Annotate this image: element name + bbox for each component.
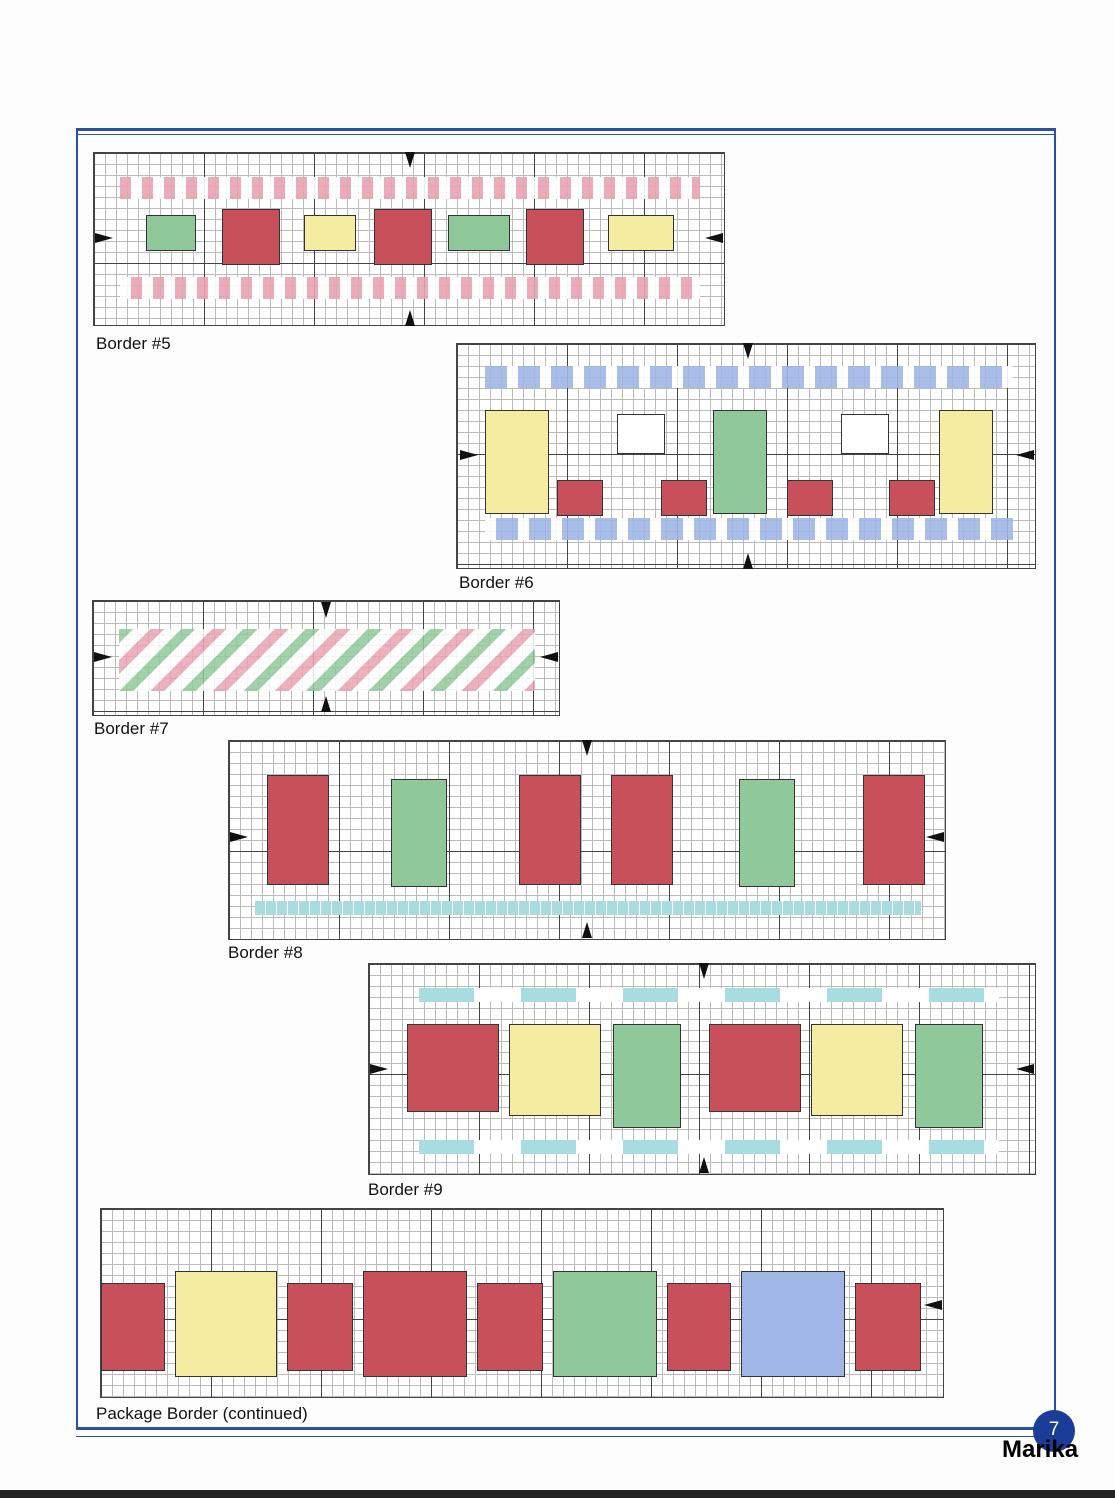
- heart-motif: [661, 480, 707, 516]
- center-arrow-bottom: [321, 696, 331, 712]
- tree-motif: [739, 779, 795, 887]
- center-arrow-top: [405, 152, 415, 168]
- chart-package-border: [100, 1208, 944, 1398]
- tree-motif: [391, 779, 447, 887]
- center-arrow-top: [321, 602, 331, 618]
- chart-label: Border #8: [228, 943, 303, 962]
- chart-border-8: [228, 740, 946, 940]
- gift-motif: [617, 414, 665, 454]
- center-arrow-top: [743, 343, 753, 359]
- flower-motif: [526, 209, 584, 265]
- footer-rule: [76, 1436, 1056, 1437]
- page-number-badge: 7: [1033, 1410, 1075, 1452]
- tree-motif: [613, 1024, 681, 1128]
- heart-motif: [407, 1024, 499, 1112]
- tree-motif: [448, 215, 510, 251]
- center-arrow-bottom: [699, 1157, 709, 1173]
- center-arrow-left: [230, 832, 248, 842]
- santa-hat-motif: [611, 775, 673, 885]
- tree-motif: [608, 215, 674, 251]
- chart-border-5: [93, 152, 725, 326]
- tree-motif: [509, 1024, 601, 1116]
- brand-watermark: Marika: [1002, 1436, 1079, 1463]
- heart-motif: [101, 1283, 165, 1371]
- chart-border-6: [456, 343, 1036, 569]
- snow-band-bottom: [419, 1140, 999, 1154]
- center-arrow-top: [582, 740, 592, 756]
- chart-border-9: [368, 963, 1036, 1175]
- snow-band-top: [419, 988, 999, 1002]
- santa-hat-motif: [519, 775, 581, 885]
- santa-hat-motif: [863, 775, 925, 885]
- chart-label: Border #7: [94, 719, 169, 738]
- heart-motif: [709, 1024, 801, 1112]
- center-arrow-right: [705, 233, 723, 243]
- center-arrow-bottom: [743, 553, 753, 569]
- heart-motif: [855, 1283, 921, 1371]
- top-heart-band: [120, 177, 700, 199]
- flower-motif: [222, 209, 280, 265]
- tree-motif: [939, 410, 993, 514]
- tree-motif: [915, 1024, 983, 1128]
- bottom-edge: [0, 1490, 1115, 1498]
- package-motif: [363, 1271, 467, 1377]
- zigzag-band: [119, 629, 535, 691]
- heart-motif: [787, 480, 833, 516]
- package-motif: [741, 1271, 845, 1377]
- center-arrow-left: [94, 652, 112, 662]
- bottom-heart-band: [120, 277, 700, 299]
- chart-label: Package Border (continued): [96, 1404, 308, 1423]
- tree-motif: [713, 410, 767, 514]
- center-arrow-left: [95, 233, 113, 243]
- flower-motif: [374, 209, 432, 265]
- santa-hat-motif: [267, 775, 329, 885]
- center-arrow-right: [1016, 450, 1034, 460]
- gift-motif: [841, 414, 889, 454]
- tree-motif: [304, 215, 356, 251]
- heart-motif: [667, 1283, 731, 1371]
- snow-band: [255, 901, 921, 915]
- center-arrow-right: [540, 652, 558, 662]
- tree-motif: [811, 1024, 903, 1116]
- center-arrow-right: [1016, 1064, 1034, 1074]
- chart-label: Border #9: [368, 1180, 443, 1199]
- center-arrow-left: [370, 1064, 388, 1074]
- heart-motif: [477, 1283, 543, 1371]
- heart-motif: [889, 480, 935, 516]
- bottom-band: [485, 518, 1013, 540]
- package-motif: [553, 1271, 657, 1377]
- center-arrow-right: [924, 1300, 942, 1310]
- chart-label: Border #6: [459, 573, 534, 592]
- tree-motif: [485, 410, 549, 514]
- package-motif: [175, 1271, 277, 1377]
- chart-label: Border #5: [96, 334, 171, 353]
- heart-motif: [557, 480, 603, 516]
- center-arrow-bottom: [582, 922, 592, 938]
- center-arrow-bottom: [405, 310, 415, 326]
- top-band: [485, 366, 1013, 388]
- heart-motif: [287, 1283, 353, 1371]
- center-arrow-left: [460, 450, 478, 460]
- center-arrow-right: [926, 832, 944, 842]
- center-arrow-top: [699, 963, 709, 979]
- tree-motif: [146, 215, 196, 251]
